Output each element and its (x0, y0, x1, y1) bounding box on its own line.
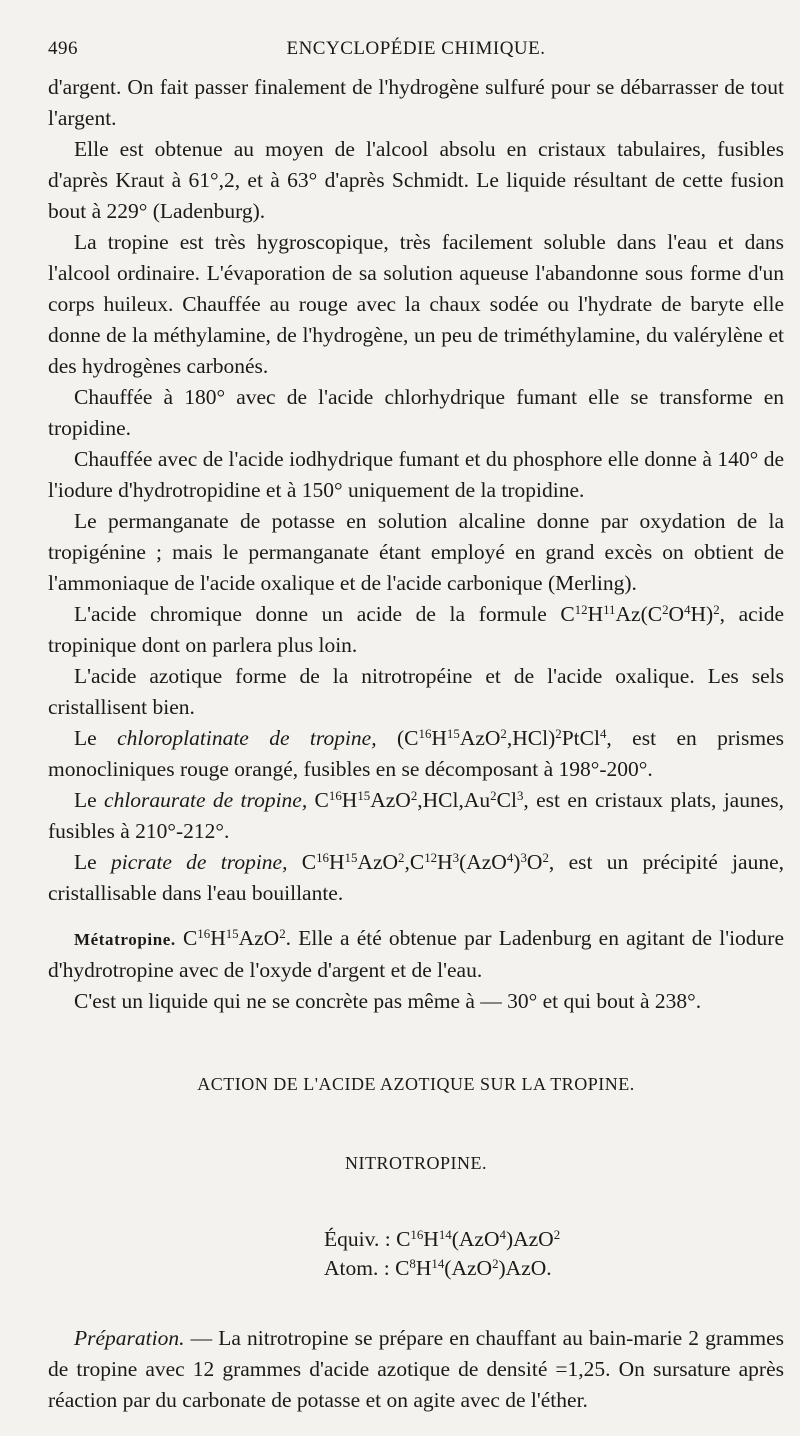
paragraph-preparation: Préparation. — La nitrotropine se prépare en chauffant au bain-marie 2 grammes de tropine avec 12 grammes d'acide azotique de densité =1,25. On sursature après réaction par du carbonate de potasse et on agite avec de l'éther. (48, 1326, 784, 1412)
salt-chloraurate: Le chloraurate de tropine, $C^{16}H^{15}AzO^2,HCl,Au^2Cl^3$, est en cristaux plats, jaunes, fusibles à 210°-212°. (48, 788, 784, 843)
metatropine-heading: Métatropine. (74, 930, 176, 949)
paragraph-crystals: Elle est obtenue au moyen de l'alcool absolu en cristaux tabulaires, fusibles d'après Kraut à 61°,2, et à 63° d'après Schmidt. Le liquide résultant de cette fusion bout à 229° (Ladenburg). (48, 137, 784, 223)
paragraph-hi: Chauffée avec de l'acide iodhydrique fumant et du phosphore elle donne à 140° de l'iodure d'hydrotropidine et à 150° uniquement de la tropidine. (48, 447, 784, 502)
running-header (48, 38, 784, 72)
running-title: ENCYCLOPÉDIE CHIMIQUE. (286, 38, 546, 59)
equiv-formula: Équiv. : $C^{16}H^{14}(AzO^4)AzO^2$ (324, 1227, 561, 1251)
paragraph-hygroscopic: La tropine est très hygroscopique, très facilement soluble dans l'eau et dans l'alcool ordinaire. L'évaporation de sa solution aqueuse l'abandonne sous forme d'un corps huileux. Chauffée au rouge avec la chaux sodée ou l'hydrate de baryte elle donne de la méthylamine, de l'hydrogène, un peu de triméthylamine, du valérylène et des hydrogènes carbonés. (48, 230, 784, 378)
compound-heading: NITROTROPINE. (345, 1153, 487, 1173)
paragraph-hcl: Chauffée à 180° avec de l'acide chlorhydrique fumant elle se transforme en tropidine. (48, 385, 784, 440)
entry-metatropine: Métatropine. $C^{16}H^{15}AzO^2$. Elle a été obtenue par Ladenburg en agitant de l'iodure d'hydrotropine avec de l'oxyde d'argent et de l'eau. (48, 926, 785, 982)
atom-formula: Atom. : $C^8H^{14}(AzO^2)AzO$. (324, 1256, 552, 1280)
preparation-heading: Préparation. (74, 1326, 185, 1350)
formula-block (48, 1225, 784, 1283)
paragraph-continuation: d'argent. On fait passer finalement de l'hydrogène sulfuré pour se débarrasser de tout l'argent. (48, 75, 784, 130)
document-page (48, 38, 784, 1416)
paragraph-chromic: L'acide chromique donne un acide de la formule $C^{12}H^{11}Az(C^2O^4H)^2$, acide tropinique dont on parlera plus loin. (48, 602, 784, 657)
paragraph-nitric: L'acide azotique forme de la nitrotropéine et de l'acide oxalique. Les sels cristallisent bien. (48, 664, 784, 719)
page-number: 496 (48, 38, 78, 59)
salt-picrate: Le picrate de tropine, $C^{16}H^{15}AzO^2,C^{12}H^3(AzO^4)^3O^2$, est un précipité jaune, cristallisable dans l'eau bouillante. (48, 850, 784, 905)
salt-chloroplatinate: Le chloroplatinate de tropine, $(C^{16}H^{15}AzO^2,HCl)^2PtCl^4$, est en prismes monocliniques rouge orangé, fusibles en se décomposant à 198°-200°. (48, 726, 785, 781)
section-heading: ACTION DE L'ACIDE AZOTIQUE SUR LA TROPINE. (197, 1074, 635, 1094)
paragraph-permanganate: Le permanganate de potasse en solution alcaline donne par oxydation de la tropigénine ; mais le permanganate étant employé en grand excès on obtient de l'ammoniaque de l'acide oxalique et de l'acide carbonique (Merling). (48, 509, 784, 595)
paragraph-metatropine-liquid: C'est un liquide qui ne se concrète pas même à — 30° et qui bout à 238°. (74, 989, 702, 1013)
